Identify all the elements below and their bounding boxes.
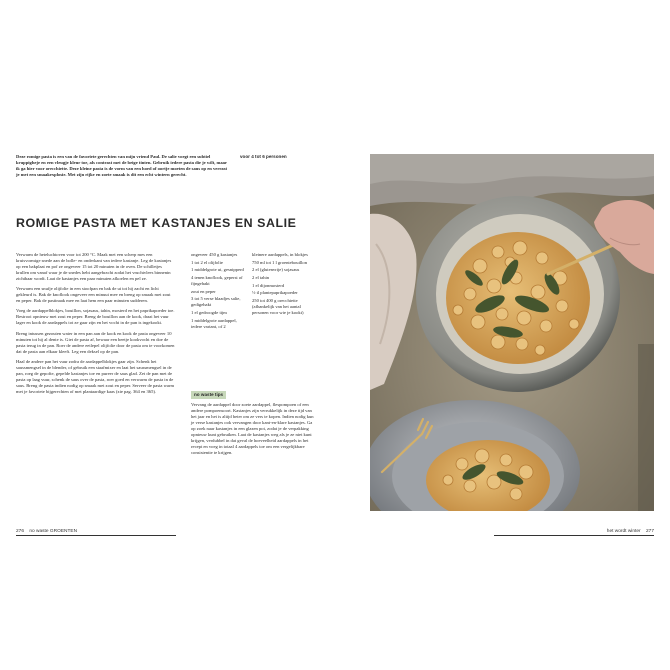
recipe-title: ROMIGE PASTA MET KASTANJES EN SALIE xyxy=(16,216,297,230)
ingredient-item: kleinere aardappels, in blokjes xyxy=(252,252,308,257)
footer-rule-left xyxy=(16,535,176,536)
ingredient-item: 1 el gedroogde tijm xyxy=(191,309,227,315)
method-column xyxy=(16,252,175,399)
ingredient-item: ongeveer 450 g kastanjes xyxy=(191,252,238,257)
food-photo xyxy=(370,154,654,511)
page-number-left: 276 xyxy=(16,529,25,534)
ingredient-item: 4 tenen knoflook, geperst of fijngehakt xyxy=(191,274,243,286)
ingredient-item: 750 ml tot 1 l groentebouillon xyxy=(252,259,307,265)
ingredient-item: ½ tl plantepaprikapoeder xyxy=(252,290,298,296)
tips-text: Vervang de aardappel door zoete aardappel, flespompoen of een andere pompoensoort. Kastanjes zijn verrukkelijk in deze tijd van het jaar en het is altijd beter om ze vers te kopen. Indien nodig kun je verse kastanjes ook vervangen door kant-en-klare kastanjes. Ga op zoek naar kastanjes in een glazen pot, zodat je de verpakking opnieuw kunt gebruiken. Laat de kastanjes weg als je ze niet kunt krijgen, verdubbel in dat geval de hoeveelheid aardappels in het recept en voeg in totaal 4 aardappels toe om een vergelijkbare consistentie te krijgen. xyxy=(191,402,314,456)
page-number-right: 277 xyxy=(645,529,654,534)
method-paragraph: Verwarm de heteluchtoven voor tot 200 °C. Maak met een scherp mes een kruisvormige snede aan de bolle- en onderkant van iedere kastanje. Leg de kastanjes op een bakplaat en pof ze ongeveer 15 tot 20 minuten in de oven. De schilletjes krullen om vanaf waar je de snedes hebt aangebracht zodat het vruchtvlees binnenin zichtbaar wordt. Laat de kastanjes een paar minuten afkoelen en pel ze. xyxy=(16,252,172,282)
ingredient-item: 1 middelgrote aardappel, iedere variant, of 2 xyxy=(191,317,237,329)
footer-left xyxy=(16,529,77,534)
ingredient-item: 1 tot 2 el olijfolie xyxy=(191,259,223,265)
footer-rule-right xyxy=(494,535,654,536)
tips-label: no waste tips xyxy=(191,391,226,399)
method-paragraph: Verwarm een snufje olijfolie in een stoofpan en bak de ui tot hij zacht en licht gekleurd is. Bak de knoflook ongeveer een minuut mee en breng op smaak met zout en peper. Bak de pastinaak mee en laat hem een paar minuten sudderen. xyxy=(16,286,171,304)
recipe-intro: Deze romige pasta is een van de favoriete gerechten van mijn vriend Paul. De salie voegt een subtiel kruppigheje en een vleugje kleur toe, als contrast met de beige tinten. Gebruik iedere pasta die je wilt, maar ik ga hier voor orecchiette. Deze kleine pasta is de vorm van een hoed of oortje moeten de saus op en verrast je met een smaakexplosie. Met zijn rijke en zoete smaak is dit een echt wintern gerecht. xyxy=(16,154,228,178)
footer-right xyxy=(607,529,654,534)
method-paragraph: Breng intussen gezouten water in een pan aan de kook en kook de pasta ongeveer 10 minuten tot hij al dente is. Giet de pasta af, bewaar een beetje kookvocht en doe de pasta terug in de pan. Roer de andere eetlepel olijfolie door de pasta om te voorkomen dat de pasta aan elkaar kleeft. Leg een deksel op de pan. xyxy=(16,330,175,354)
ingredient-item: 250 tot 400 g orecchiette (afhankelijk van het aantal personen voor wie je kookt) xyxy=(252,297,304,315)
servings-note: voor 4 tot 6 personen xyxy=(240,154,287,159)
ingredient-item: 3 tot 5 verse blaadjes salie, gedigehakt xyxy=(191,296,241,308)
ingredient-item: zout en peper xyxy=(191,288,216,294)
ingredient-item: 1 middelgrote ui, gesnipperd xyxy=(191,267,244,273)
method-paragraph: Haal de andere pan het vuur zodra de aardappelblokjes gaar zijn. Schenk het saussmengsel in de blender, of gebruik een staafmixer en laat het saussmengsel in de pan, roeg de gepofte, gepelde kastanjes toe en pureer de saus glad. Zet de pan met de pasta op laag vuur, schenk de saus over de pasta, roer goed en verwarm de pasta in de saus. Breng de pasta indien nodig op smaak met zout en peper. Serveer de pasta warm met je favoriete bijgerechten of met plantaardige kaas (zie pag. 364 en 365). xyxy=(16,358,175,394)
food-photo-illustration xyxy=(370,154,654,511)
ingredient-item: 2 el tahin xyxy=(252,274,270,280)
ingredient-item: 2 el (glutenvrije) sojasaus xyxy=(252,267,300,273)
ingredient-item: 1 el dijonmosterd xyxy=(252,282,285,288)
section-title-left: no waste GROENTEN xyxy=(29,529,78,534)
ingredients-column-1 xyxy=(191,252,249,331)
method-paragraph: Voeg de aardappelblokjes, bouillon, sojasaus, tahin, mosterd en het paprikapoeder toe. Bestrooi opnieuw met zout en peper. Breng de bouillon aan de kook, draai het vuur lager en kook de aardappels tot ze gaar zijn en het vocht in de pan is ingekookt. xyxy=(16,308,175,326)
section-title-right: het wordt winter xyxy=(606,529,641,534)
ingredients-column-2 xyxy=(252,252,312,318)
